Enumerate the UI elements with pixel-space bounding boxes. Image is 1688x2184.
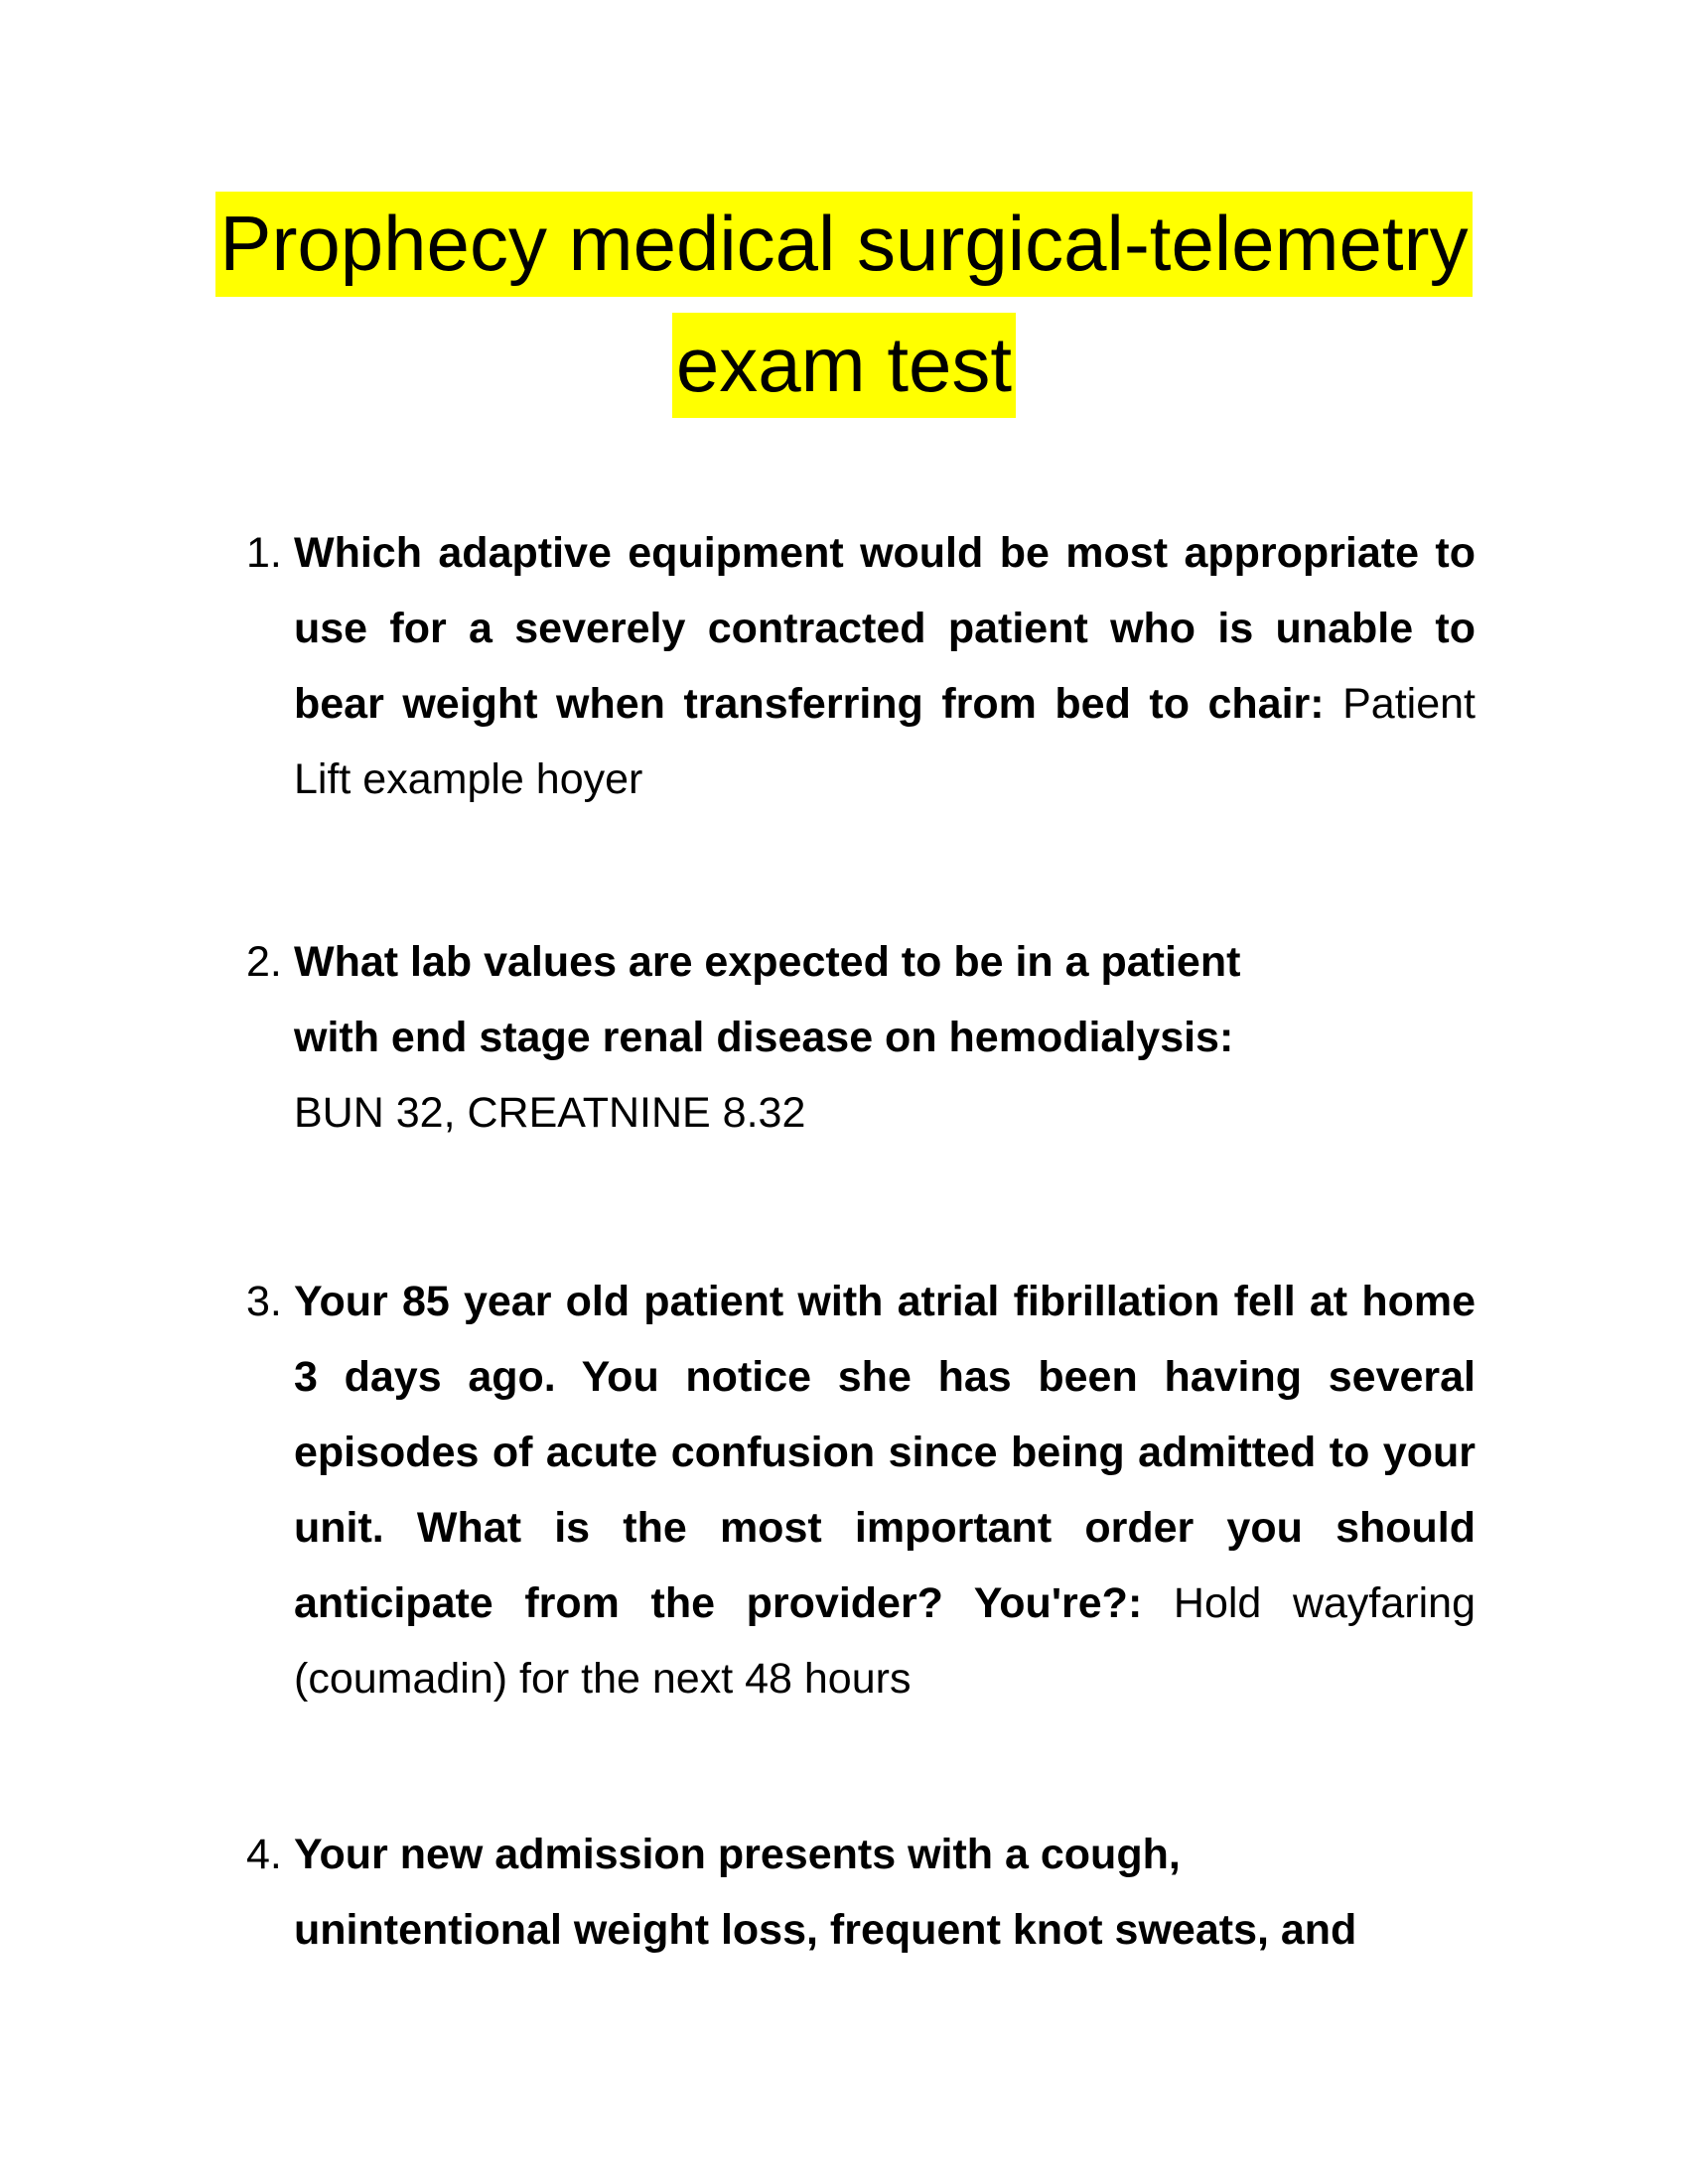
question-body — [294, 515, 1476, 817]
question-body — [294, 1264, 1476, 1716]
answer-text: Hold wayfaring (coumadin) for the next 48 hours — [294, 1579, 1476, 1703]
question-body — [294, 1817, 1386, 1968]
question-number: 1. — [246, 529, 282, 577]
answer-text: Patient Lift example hoyer — [294, 680, 1476, 803]
question-number: 2. — [246, 938, 282, 986]
question-text: Your 85 year old patient with atrial fibrillation fell at home 3 days ago. You notice she has been having several episodes of acute confusion since being admitted to your unit. What is the most important order you should anticipate from the provider? You're?: — [294, 1278, 1476, 1627]
question-number: 3. — [246, 1278, 282, 1325]
question-body — [294, 924, 1287, 1151]
question-number: 4. — [246, 1831, 282, 1878]
document-title-line-2 — [0, 321, 1688, 408]
question-text: Your new admission presents with a cough, unintentional weight loss, frequent knot sweats, and — [294, 1831, 1357, 1954]
title-highlight-2: exam test — [672, 313, 1016, 418]
answer-text: BUN 32, CREATNINE 8.32 — [294, 1089, 806, 1137]
question-text: Which adaptive equipment would be most appropriate to use for a severely contracted patient who is unable to bear weight when transferring from bed to chair: — [294, 529, 1476, 728]
title-highlight-1: Prophecy medical surgical-telemetry — [215, 192, 1472, 297]
question-text: What lab values are expected to be in a patient with end stage renal disease on hemodialysis: — [294, 938, 1241, 1061]
document-title-line-1 — [0, 200, 1688, 287]
